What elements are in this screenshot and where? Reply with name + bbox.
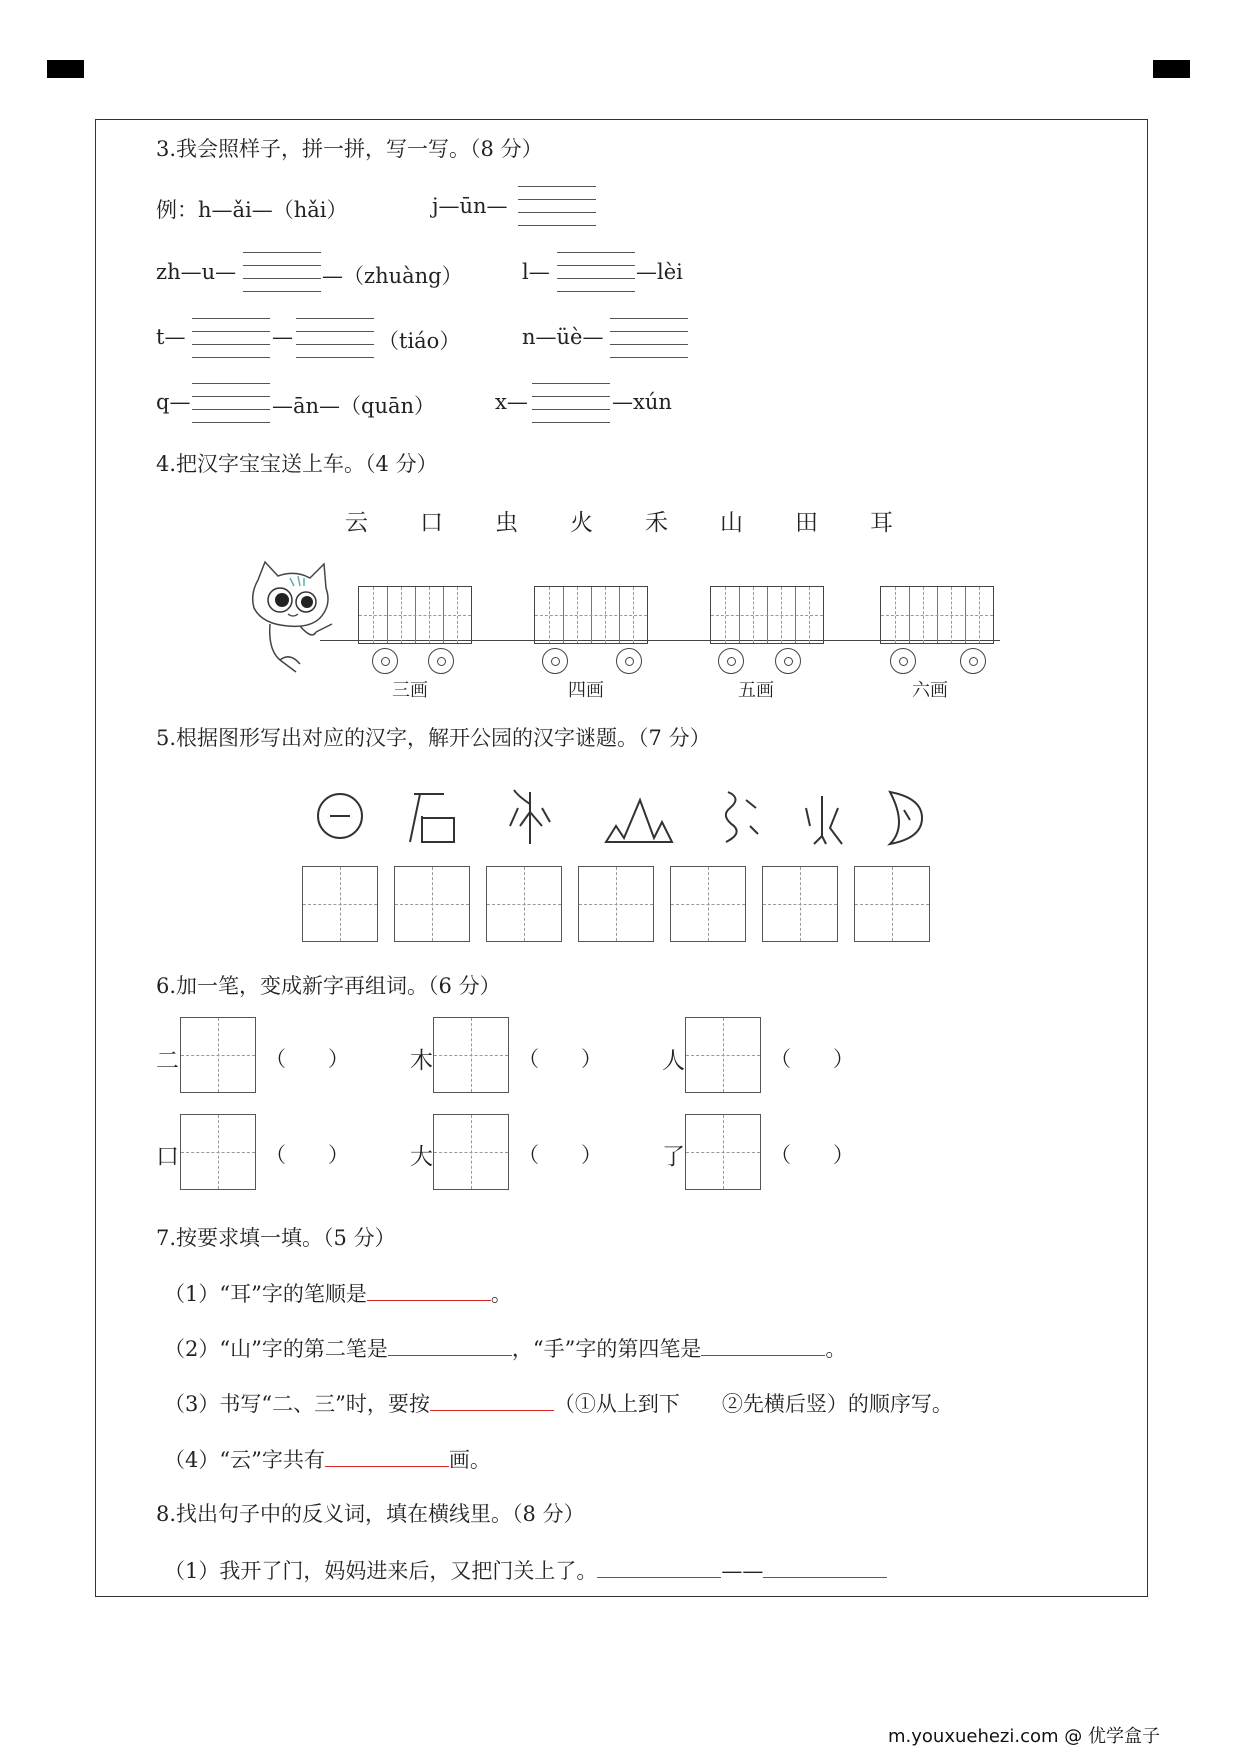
q4-char: 耳 (870, 510, 893, 536)
q3-example: 例：h—ǎi—（hǎi） (156, 198, 348, 222)
q7-line3-text: （3）书写“二、三”时，要按 (164, 1392, 430, 1416)
answer-box[interactable] (685, 1017, 761, 1093)
answer-box[interactable] (854, 866, 930, 942)
q6-base-char: 二 (156, 1048, 179, 1074)
answer-box[interactable] (180, 1017, 256, 1093)
q3-row4-b1: x— (495, 390, 528, 414)
moon-pictograph-icon (890, 792, 922, 844)
q3-row2-a2: —（zhuàng） (322, 264, 463, 288)
q8-dash: —— (721, 1559, 764, 1583)
pinyin-lines[interactable] (192, 383, 270, 423)
answer-blank[interactable] (701, 1335, 825, 1356)
answer-box[interactable] (685, 1114, 761, 1190)
cart-label: 三画 (392, 680, 428, 701)
cart-label: 六画 (912, 680, 948, 701)
q3-row1-b: j—ūn— (432, 194, 508, 218)
wheel (718, 648, 744, 674)
corner-mark-left (47, 60, 84, 78)
q6-base-char: 口 (156, 1144, 179, 1170)
wheel (542, 648, 568, 674)
sun-pictograph-icon (318, 794, 362, 838)
q4-title: 4.把汉字宝宝送上车。（4 分） (156, 452, 438, 476)
answer-blank[interactable] (763, 1557, 887, 1578)
q7-line4 (164, 1444, 491, 1474)
footer-watermark: m.youxuehezi.com @ 优学盒子 (887, 1726, 1160, 1747)
q3-row4-a2: —ān—（quān） (272, 394, 436, 418)
q3-row4-b2: —xún (612, 390, 672, 414)
q8-title: 8.找出句子中的反义词，填在横线里。（8 分） (156, 1502, 585, 1526)
answer-blank[interactable] (388, 1335, 512, 1356)
answer-box[interactable] (302, 866, 378, 942)
q7-line3-end: （①从上到下 ②先横后竖）的顺序写。 (553, 1392, 953, 1416)
q3-row3-a2: — (272, 325, 293, 349)
cart-label: 四画 (568, 680, 604, 701)
cart-label: 五画 (738, 680, 774, 701)
q3-row4-a1: q— (156, 390, 191, 414)
answer-box[interactable] (670, 866, 746, 942)
answer-box[interactable] (762, 866, 838, 942)
answer-box[interactable] (578, 866, 654, 942)
q7-line2-end: 。 (825, 1337, 847, 1361)
q5-title: 5.根据图形写出对应的汉字，解开公园的汉字谜题。（7 分） (156, 726, 711, 750)
q6-base-char: 人 (662, 1048, 685, 1074)
q7-line1-text: （1）“耳”字的笔顺是 (164, 1282, 367, 1306)
answer-blank[interactable] (430, 1390, 554, 1411)
wheel (372, 648, 398, 674)
answer-box[interactable] (486, 866, 562, 942)
q3-row3-a1: t— (156, 325, 186, 349)
q7-line2-text: （2）“山”字的第二笔是 (164, 1337, 388, 1361)
q3-title: 3.我会照样子，拼一拼，写一写。（8 分） (156, 137, 543, 161)
pinyin-lines[interactable] (243, 252, 321, 292)
pinyin-lines[interactable] (610, 318, 688, 358)
pinyin-lines[interactable] (557, 252, 635, 292)
q4-char: 山 (720, 510, 743, 536)
wheel (890, 648, 916, 674)
q6-base-char: 木 (410, 1048, 433, 1074)
water-pictograph-icon (726, 792, 758, 842)
cart-five-strokes[interactable] (710, 586, 824, 644)
q4-char: 田 (795, 510, 818, 536)
wheel (428, 648, 454, 674)
pinyin-lines[interactable] (518, 186, 596, 226)
word-paren[interactable]: （ ） (770, 1047, 854, 1071)
q7-title: 7.按要求填一填。（5 分） (156, 1226, 396, 1250)
q7-line4-end: 画。 (448, 1448, 491, 1472)
q4-char: 口 (420, 510, 443, 536)
word-paren[interactable]: （ ） (265, 1143, 349, 1167)
mountain-pictograph-icon (606, 800, 672, 842)
q3-row3-a3: （tiáo） (378, 329, 461, 353)
answer-blank[interactable] (367, 1280, 491, 1301)
q3-row2-b2: —lèi (636, 260, 683, 284)
corner-mark-right (1153, 60, 1190, 78)
q7-line4-text: （4）“云”字共有 (164, 1448, 325, 1472)
q4-char: 云 (345, 510, 368, 536)
pictograph-row (310, 786, 940, 846)
wheel (775, 648, 801, 674)
q4-char: 禾 (645, 510, 668, 536)
q7-line1 (164, 1278, 512, 1308)
stone-pictograph-icon (410, 794, 454, 842)
q6-title: 6.加一笔，变成新字再组词。（6 分） (156, 974, 501, 998)
q6-base-char: 大 (410, 1144, 433, 1170)
q3-row2-a1: zh—u— (156, 260, 237, 284)
word-paren[interactable]: （ ） (770, 1143, 854, 1167)
wheel (960, 648, 986, 674)
q3-row2-b1: l— (522, 260, 550, 284)
q7-line2-mid: ，“手”字的第四笔是 (511, 1337, 702, 1361)
q7-line3 (164, 1388, 953, 1418)
pinyin-lines[interactable] (296, 318, 374, 358)
word-paren[interactable]: （ ） (518, 1047, 602, 1071)
word-paren[interactable]: （ ） (265, 1047, 349, 1071)
answer-box[interactable] (394, 866, 470, 942)
answer-box[interactable] (433, 1017, 509, 1093)
cat-icon (240, 560, 355, 675)
pinyin-lines[interactable] (532, 383, 610, 423)
fire-pictograph-icon (806, 796, 842, 844)
word-paren[interactable]: （ ） (518, 1143, 602, 1167)
q8-line1 (164, 1555, 887, 1585)
q3-row3-b1: n—üè— (522, 325, 604, 349)
answer-blank[interactable] (325, 1446, 449, 1467)
q7-line2 (164, 1333, 846, 1363)
q4-char: 火 (570, 510, 593, 536)
q8-line1-text: （1）我开了门，妈妈进来后，又把门关上了。 (164, 1559, 598, 1583)
cart-four-strokes[interactable] (534, 586, 648, 644)
pinyin-lines[interactable] (192, 318, 270, 358)
cart-three-strokes[interactable] (358, 586, 472, 644)
answer-box[interactable] (433, 1114, 509, 1190)
cart-six-strokes[interactable] (880, 586, 994, 644)
q7-line1-end: 。 (490, 1282, 512, 1306)
answer-box[interactable] (180, 1114, 256, 1190)
grain-pictograph-icon (510, 790, 550, 844)
wheel (616, 648, 642, 674)
answer-blank[interactable] (597, 1557, 721, 1578)
q6-base-char: 了 (662, 1144, 685, 1170)
q4-char: 虫 (495, 510, 518, 536)
